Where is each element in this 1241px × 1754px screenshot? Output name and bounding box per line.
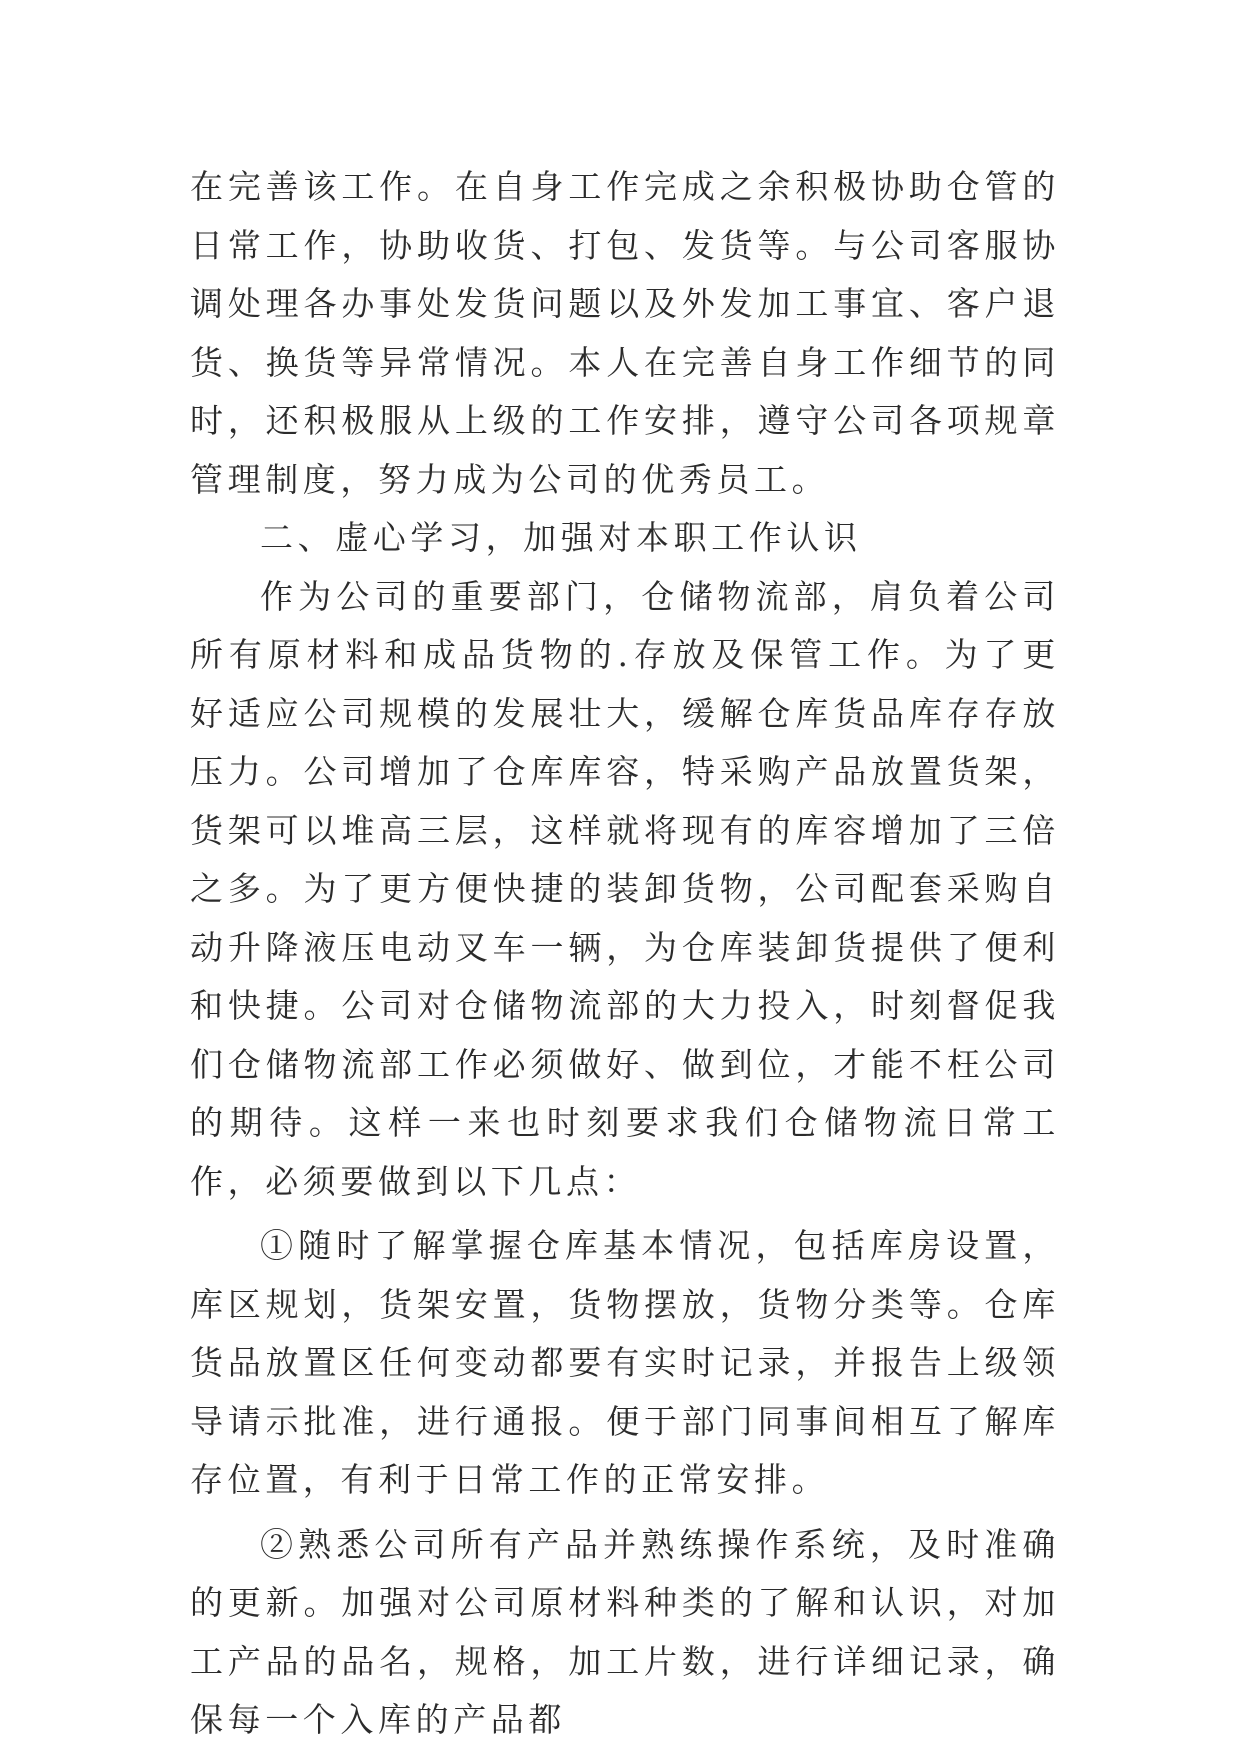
paragraph-point-1: ①随时了解掌握仓库基本情况，包括库房设置，库区规划，货架安置，货物摆放，货物分类等。仓库货品放置区任何变动都要有实时记录，并报告上级领导请示批准，进行通报。便于部门同事间相互了解库存位置，有利于日常工作的正常安排。 <box>190 1226 1060 1499</box>
section-heading-learning: 二、虚心学习，加强对本职工作认识 <box>260 518 862 557</box>
paragraph-continued-duties: 在完善该工作。在自身工作完成之余积极协助仓管的日常工作，协助收货、打包、发货等。与公司客服协调处理各办事处发货问题以及外发加工事宜、客户退货、换货等异常情况。本人在完善自身工作细节的同时，还积极服从上级的工作安排，遵守公司各项规章管理制度，努力成为公司的优秀员工。 <box>190 167 1060 499</box>
paragraph-warehouse-department: 作为公司的重要部门，仓储物流部，肩负着公司所有原材料和成品货物的.存放及保管工作。为了更好适应公司规模的发展壮大，缓解仓库货品库存存放压力。公司增加了仓库库容，特采购产品放置货架，货架可以堆高三层，这样就将现有的库容增加了三倍之多。为了更方便快捷的装卸货物，公司配套采购自动升降液压电动叉车一辆，为仓库装卸货提供了便利和快捷。公司对仓储物流部的大力投入，时刻督促我们仓储物流部工作必须做好、做到位，才能不枉公司的期待。这样一来也时刻要求我们仓储物流日常工作，必须要做到以下几点： <box>190 576 1060 1201</box>
document-body <box>190 158 1060 1750</box>
paragraph-point-2: ②熟悉公司所有产品并熟练操作系统，及时准确的更新。加强对公司原材料种类的了解和认识，对加工产品的品名，规格，加工片数，进行详细记录，确保每一个入库的产品都 <box>190 1524 1060 1739</box>
